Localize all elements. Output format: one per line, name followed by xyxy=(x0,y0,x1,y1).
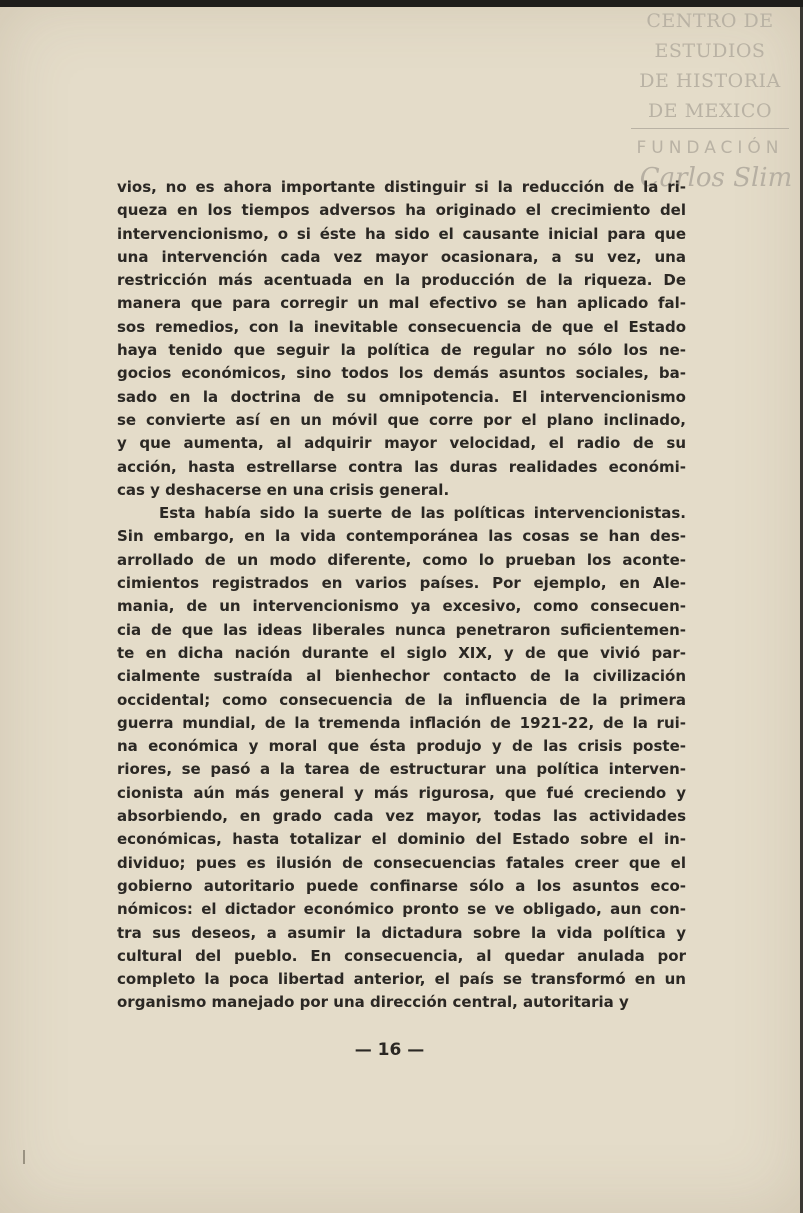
text-line: guerra mundial, de la tremenda inflación de 1921-22, de la rui- xyxy=(117,713,686,732)
text-line: gobierno autoritario puede confinarse sólo a los asuntos eco- xyxy=(117,876,686,895)
text-line: Sin embargo, en la vida contemporánea las cosas se han des- xyxy=(117,527,686,546)
text-line: cialmente sustraída al bienhechor contacto de la civilización xyxy=(117,667,686,686)
text-line: se convierte así en un móvil que corre por el plano inclinado, xyxy=(117,410,686,429)
watermark-signature: Carlos Slim xyxy=(639,163,793,193)
text-line: económicas, hasta totalizar el dominio del Estado sobre el in- xyxy=(117,830,686,849)
text-line: restricción más acentuada en la producción de la riqueza. De xyxy=(117,271,686,290)
watermark-divider xyxy=(631,128,789,129)
text-line: cia de que las ideas liberales nunca penetraron suficientemen- xyxy=(117,620,686,639)
text-line: Esta había sido la suerte de las políticas intervencionistas. xyxy=(159,504,686,523)
text-line: occidental; como consecuencia de la influencia de la primera xyxy=(117,690,686,709)
text-line: cultural del pueblo. En consecuencia, al quedar anulada por xyxy=(117,946,686,965)
text-line: arrollado de un modo diferente, como lo prueban los aconte- xyxy=(117,550,686,569)
text-line: na económica y moral que ésta produjo y de las crisis poste- xyxy=(117,737,686,756)
body-text xyxy=(117,176,686,1015)
text-line: intervencionismo, o si éste ha sido el causante inicial para que xyxy=(117,224,686,243)
text-line: cionista aún más general y más rigurosa, que fué creciendo y xyxy=(117,783,686,802)
paragraph-2 xyxy=(117,502,686,1015)
watermark-line: CENTRO DE xyxy=(646,10,774,32)
text-line: dividuo; pues es ilusión de consecuencias fatales creer que el xyxy=(117,853,686,872)
paragraph-1 xyxy=(117,176,686,502)
text-line: tra sus deseos, a asumir la dictadura sobre la vida política y xyxy=(117,923,686,942)
text-line: y que aumenta, al adquirir mayor velocidad, el radio de su xyxy=(117,434,686,453)
text-line: riores, se pasó a la tarea de estructurar una política interven- xyxy=(117,760,686,779)
scan-speck xyxy=(23,1150,25,1164)
text-line: te en dicha nación durante el siglo XIX, y de que vivió par- xyxy=(117,643,686,662)
text-line: completo la poca libertad anterior, el país se transformó en un xyxy=(117,970,686,989)
text-line: absorbiendo, en grado cada vez mayor, todas las actividades xyxy=(117,807,686,826)
page-number: — 16 — xyxy=(354,1040,425,1060)
text-line: haya tenido que seguir la política de regular no sólo los ne- xyxy=(117,341,686,360)
text-line: una intervención cada vez mayor ocasionara, a su vez, una xyxy=(117,247,686,266)
text-line: vios, no es ahora importante distinguir si la reducción de la ri- xyxy=(117,178,686,196)
text-line: manera que para corregir un mal efectivo se han aplicado fal- xyxy=(117,294,686,313)
watermark-fundacion: FUNDACIÓN xyxy=(636,138,784,158)
text-line: nómicos: el dictador económico pronto se ve obligado, aun con- xyxy=(117,900,686,919)
watermark-line: ESTUDIOS xyxy=(654,40,766,62)
text-line: sos remedios, con la inevitable consecuencia de que el Estado xyxy=(117,317,686,336)
archive-watermark xyxy=(625,6,795,193)
text-line: cas y deshacerse en una crisis general. xyxy=(117,480,450,499)
watermark-line: DE HISTORIA xyxy=(639,70,781,92)
text-line: queza en los tiempos adversos ha originado el crecimiento del xyxy=(117,201,686,220)
watermark-line: DE MEXICO xyxy=(647,100,773,122)
text-line: sado en la doctrina de su omnipotencia. El intervencionismo xyxy=(117,387,686,406)
text-line: acción, hasta estrellarse contra las duras realidades económi- xyxy=(117,457,686,476)
text-line: organismo manejado por una dirección central, autoritaria y xyxy=(117,993,629,1012)
text-line: gocios económicos, sino todos los demás asuntos sociales, ba- xyxy=(117,364,686,383)
text-line: mania, de un intervencionismo ya excesivo, como consecuen- xyxy=(117,597,686,616)
text-line: cimientos registrados en varios países. Por ejemplo, en Ale- xyxy=(117,574,686,593)
